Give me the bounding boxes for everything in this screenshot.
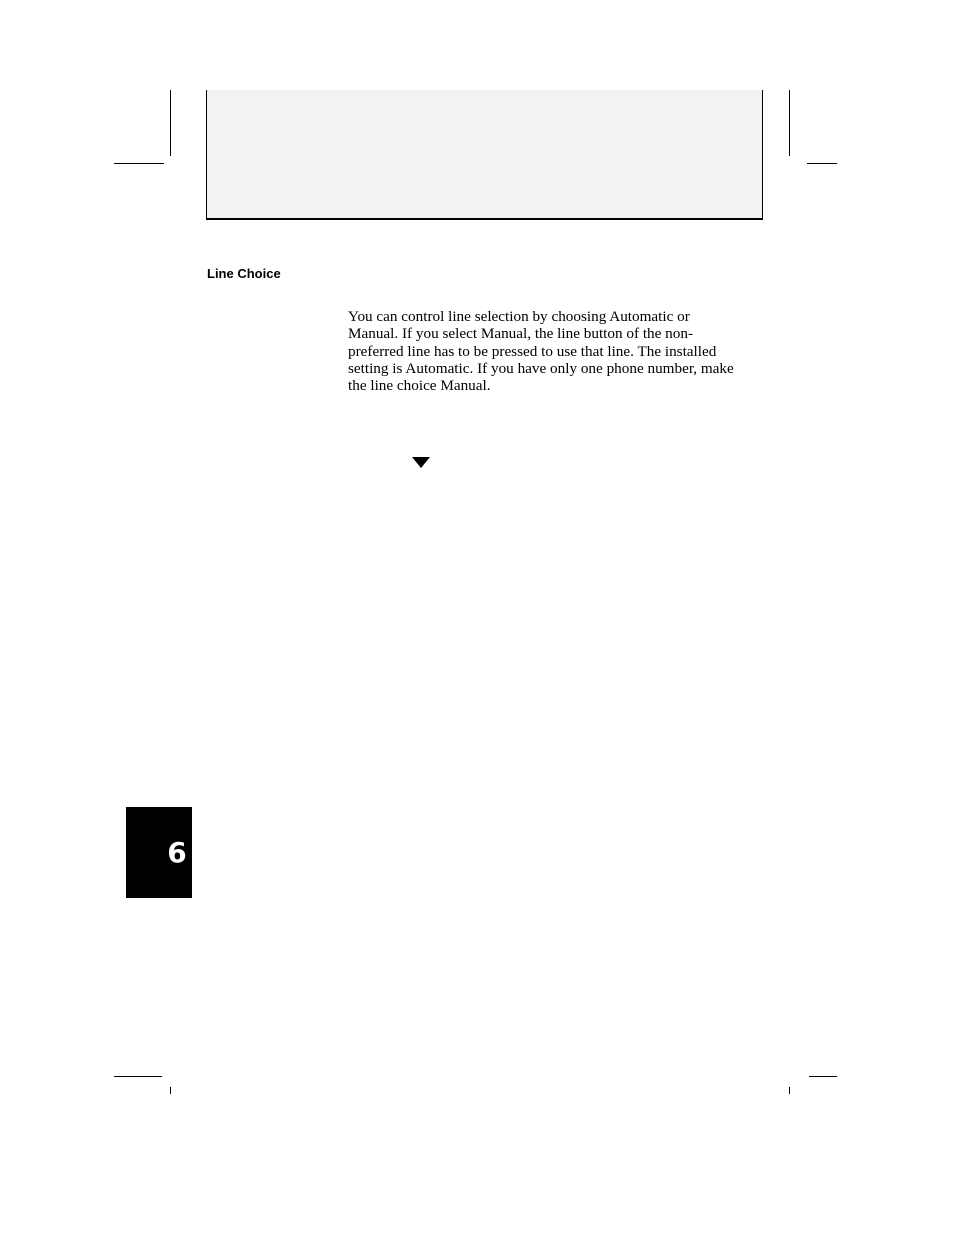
crop-mark-bottom-right-horizontal — [809, 1076, 837, 1077]
section-body-text: You can control line selection by choosing Automatic or Manual. If you select Manual, the line button of the non-preferred line has to be pressed to use that line. The installed setting is Automatic. If you have only one phone number, make the line choice Manual. — [348, 308, 734, 395]
section-heading: Line Choice — [207, 266, 281, 281]
crop-mark-top-left-horizontal — [114, 163, 164, 164]
crop-mark-bottom-right-vertical — [789, 1087, 790, 1094]
crop-mark-top-right-horizontal — [807, 163, 837, 164]
header-box — [206, 90, 763, 220]
crop-mark-top-right-vertical — [789, 90, 790, 156]
down-triangle-icon — [412, 457, 430, 468]
crop-mark-bottom-left-horizontal — [114, 1076, 162, 1077]
chapter-tab — [126, 807, 192, 898]
chapter-number: 6 — [167, 836, 187, 869]
crop-mark-bottom-left-vertical — [170, 1087, 171, 1094]
crop-mark-top-left-vertical — [170, 90, 171, 156]
